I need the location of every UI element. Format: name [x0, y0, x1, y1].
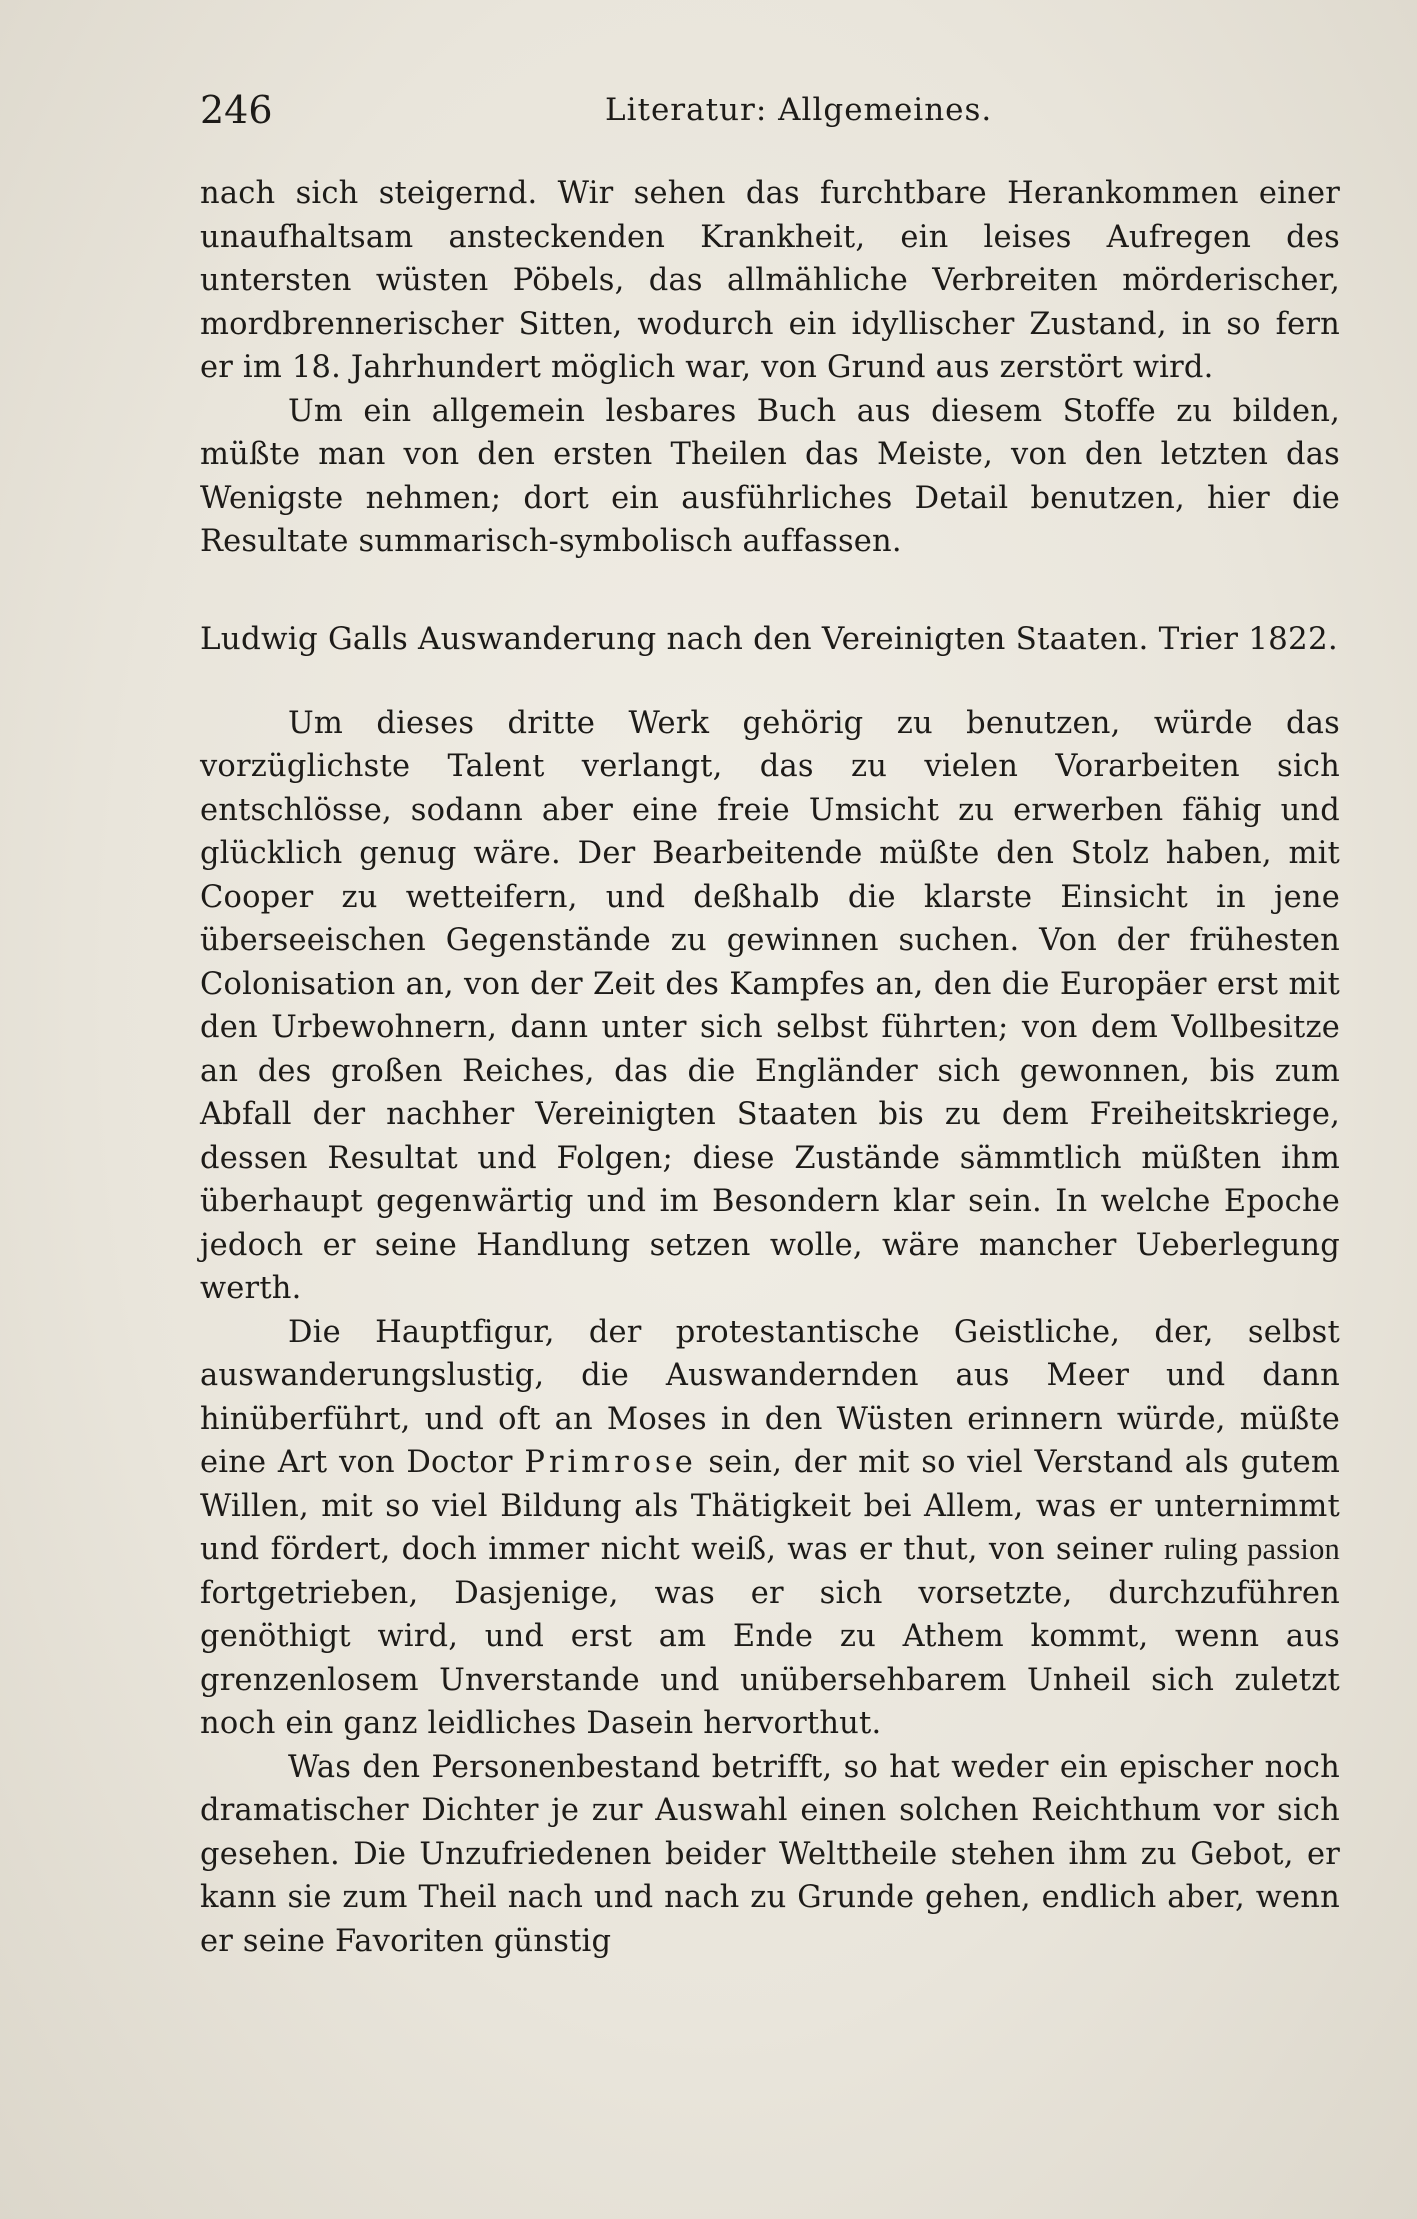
entry-place-year: Trier 1822. [1158, 620, 1338, 657]
page-header [200, 88, 1340, 138]
latin-phrase: ruling passion [1163, 1532, 1340, 1566]
emphasized-name: Primrose [524, 1445, 697, 1480]
paragraph [200, 1311, 1340, 1746]
paragraph: Um dieses dritte Werk gehörig zu benutzen, würde das vorzüglichste Talent verlangt, das zu vielen Vorarbeiten sich entschlösse, sodann aber eine freie Umsicht zu erwerben fähig und glücklich genug wäre. Der Bearbeitende müßte den Stolz haben, mit Cooper zu wetteifern, und deßhalb die klarste Einsicht in jene überseeischen Gegenstände zu gewinnen suchen. Von der frühesten Colonisation an, von der Zeit des Kampfes an, den die Europäer erst mit den Urbewohnern, dann unter sich selbst führten; von dem Vollbesitze an des großen Reiches, das die Engländer sich gewonnen, bis zum Abfall der nachher Vereinigten Staaten bis zu dem Freiheitskriege, dessen Resultat und Folgen; diese Zustände sämmtlich müßten ihm überhaupt gegenwärtig und im Besondern klar sein. In welche Epoche jedoch er seine Handlung setzen wolle, wäre mancher Ueberlegung werth. [200, 705, 1340, 1306]
paragraph: nach sich steigernd. Wir sehen das furchtbare Herankommen einer unaufhaltsam ansteckenden Krankheit, ein leises Aufregen des untersten wüsten Pöbels, das allmähliche Verbreiten mörderischer, mordbrennerischer Sitten, wodurch ein idyllischer Zustand, in so fern er im 18. Jahrhundert möglich war, von Grund aus zerstört wird. [200, 176, 1340, 385]
paragraph-text: Die Hauptfigur, der protestantische Geistliche, der, selbst auswanderungslustig, die Auswandernden aus Meer und dann hinüberführt, und oft an Moses in den Wüsten erinnern würde, müßte eine Art von Doctor [200, 1314, 1340, 1480]
running-head: Literatur: Allgemeines. [605, 92, 993, 128]
page-number: 246 [200, 88, 273, 132]
paragraph-text: fortgetrieben, Dasjenige, was er sich vorsetzte, durchzuführen genöthigt wird, und erst am Ende zu Athem kommt, wenn aus grenzenlosem Unverstande und unübersehbarem Unheil sich zuletzt noch ein ganz leidliches Dasein hervorthut. [200, 1575, 1340, 1741]
paragraph: Um ein allgemein lesbares Buch aus diesem Stoffe zu bilden, müßte man von den ersten Theilen das Meiste, von den letzten das Wenigste nehmen; dort ein ausführliches Detail benutzen, hier die Resultate summarisch-symbolisch auffassen. [200, 393, 1340, 559]
paragraph: Was den Personenbestand betrifft, so hat weder ein epischer noch dramatischer Dichter je zur Auswahl einen solchen Reichthum vor sich gesehen. Die Unzufriedenen beider Welttheile stehen ihm zu Gebot, er kann sie zum Theil nach und nach zu Grunde gehen, endlich aber, wenn er seine Favoriten günstig [200, 1749, 1340, 1959]
entry-heading [200, 616, 1340, 662]
paragraph-text: sein, der mit so viel Verstand als gutem Willen, mit so viel Bildung als Thätigkeit bei Allem, was er unternimmt und fördert, doch immer nicht weiß, was er thut, von seiner [200, 1445, 1340, 1567]
body-text [200, 172, 1340, 1963]
entry-title: Ludwig Galls Auswanderung nach den Vereinigten Staaten. [200, 620, 1149, 657]
